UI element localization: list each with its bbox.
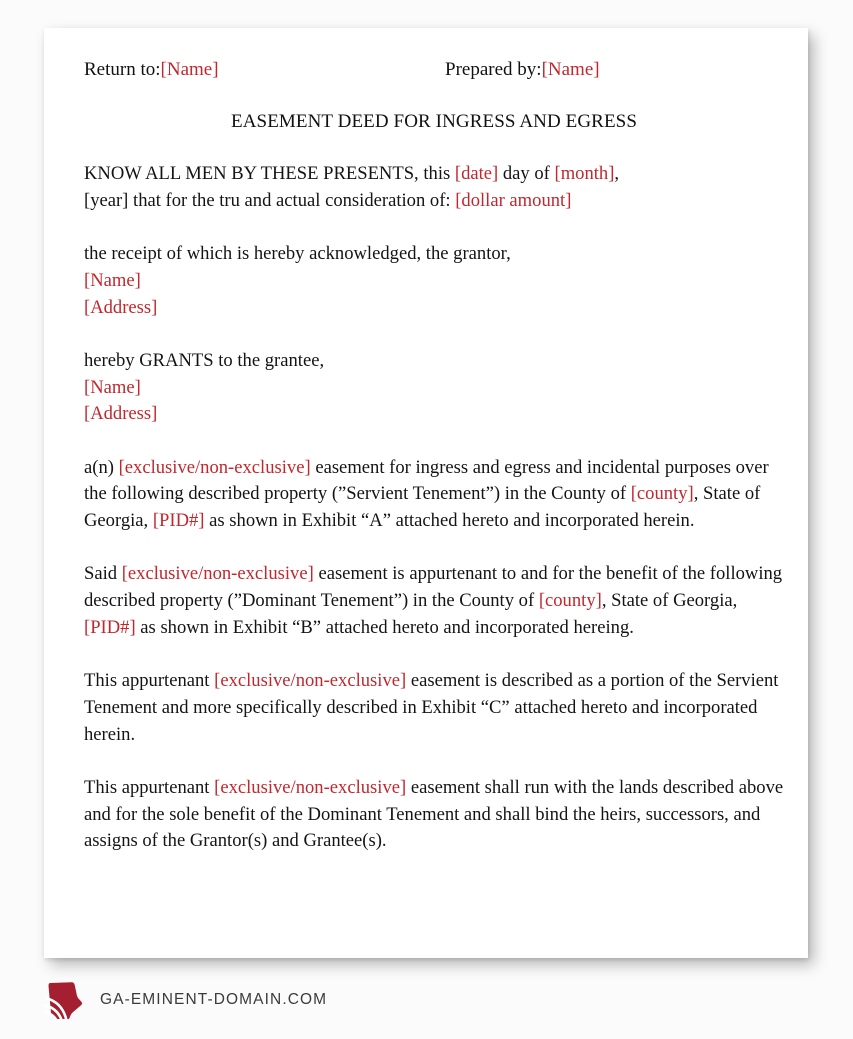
paragraph-grantor	[84, 241, 784, 321]
county-placeholder: [county]	[538, 590, 602, 612]
exclusivity-placeholder: [exclusive/non-exclusive]	[214, 777, 407, 799]
servient-text-4: as shown in Exhibit “A” attached hereto and incorporated herein.	[204, 510, 695, 532]
document-body	[84, 161, 784, 855]
servient-text-2: easement for ingress and egress and incidental purposes over the following described property (”Servient Tenement”) in the County of	[84, 456, 769, 505]
prepared-by-label: Prepared by:	[445, 59, 542, 80]
return-to-label: Return to:	[84, 59, 161, 80]
georgia-state-swoosh-logo-icon	[44, 978, 88, 1022]
dominant-text-3: , State of Georgia,	[601, 590, 738, 612]
prepared-by-field	[445, 57, 600, 83]
document-header	[84, 57, 784, 83]
grantor-address-placeholder: [Address]	[84, 296, 158, 318]
exclusivity-placeholder: [exclusive/non-exclusive]	[121, 563, 314, 585]
presents-text-4: [year] that for the tru and actual consideration of:	[84, 189, 456, 211]
return-to-field	[84, 57, 219, 83]
paragraph-spacer	[84, 642, 784, 669]
paragraph-grantee	[84, 348, 784, 428]
servient-text-3: , State of Georgia,	[84, 483, 761, 532]
date-placeholder: [date]	[454, 163, 499, 184]
presents-text-3: ,	[614, 163, 620, 184]
return-to-value: [Name]	[160, 59, 219, 80]
dominant-text-4: as shown in Exhibit “B” attached hereto and incorporated hereing.	[135, 616, 634, 638]
runs-with-land-text-1: This appurtenant	[84, 777, 215, 799]
description-text-2: easement is described as a portion of the Servient Tenement and more specifically described in Exhibit “C” attached hereto and incorporated herein.	[84, 670, 779, 745]
pid-placeholder: [PID#]	[152, 510, 205, 532]
exclusivity-placeholder: [exclusive/non-exclusive]	[118, 456, 311, 478]
paragraph-spacer	[84, 214, 784, 241]
paragraph-spacer	[84, 321, 784, 348]
pid-placeholder: [PID#]	[84, 616, 136, 638]
grantor-name-placeholder: [Name]	[84, 269, 141, 291]
servient-text-1: a(n)	[84, 456, 119, 478]
description-text-1: This appurtenant	[84, 670, 215, 692]
grantee-address-placeholder: [Address]	[84, 403, 158, 425]
month-placeholder: [month]	[554, 163, 615, 184]
runs-with-land-text-2: easement shall run with the lands described above and for the sole benefit of the Dominant Tenement and shall bind the heirs, successors, and assigns of the Grantor(s) and Grantee(s).	[84, 777, 784, 852]
presents-text-2: day of	[498, 163, 555, 184]
paragraph-presents	[84, 161, 784, 214]
paragraph-spacer	[84, 428, 784, 455]
grantor-intro-text: the receipt of which is hereby acknowledged, the grantor,	[84, 243, 511, 265]
document-title: EASEMENT DEED FOR INGRESS AND EGRESS	[231, 111, 637, 132]
presents-text-1: KNOW ALL MEN BY THESE PRESENTS, this	[84, 163, 455, 184]
paragraph-spacer	[84, 748, 784, 775]
dollar-amount-placeholder: [dollar amount]	[455, 189, 572, 211]
paragraph-servient-tenement	[84, 455, 784, 535]
county-placeholder: [county]	[630, 483, 694, 505]
dominant-text-2: easement is appurtenant to and for the benefit of the following described property (”Dominant Tenement”) in the County of	[84, 563, 783, 612]
grantee-name-placeholder: [Name]	[84, 376, 141, 398]
grantee-intro-text: hereby GRANTS to the grantee,	[84, 349, 325, 371]
paragraph-run-with-land	[84, 775, 784, 855]
prepared-by-value: [Name]	[541, 59, 600, 80]
paragraph-dominant-tenement	[84, 561, 784, 641]
footer-site-name: GA-EMINENT-DOMAIN.COM	[100, 991, 328, 1008]
footer-branding	[44, 975, 327, 1025]
exclusivity-placeholder: [exclusive/non-exclusive]	[214, 670, 407, 692]
page-content-area	[84, 28, 784, 958]
dominant-text-1: Said	[84, 563, 122, 585]
document-page	[44, 28, 808, 958]
paragraph-easement-description	[84, 668, 784, 748]
paragraph-spacer	[84, 535, 784, 562]
